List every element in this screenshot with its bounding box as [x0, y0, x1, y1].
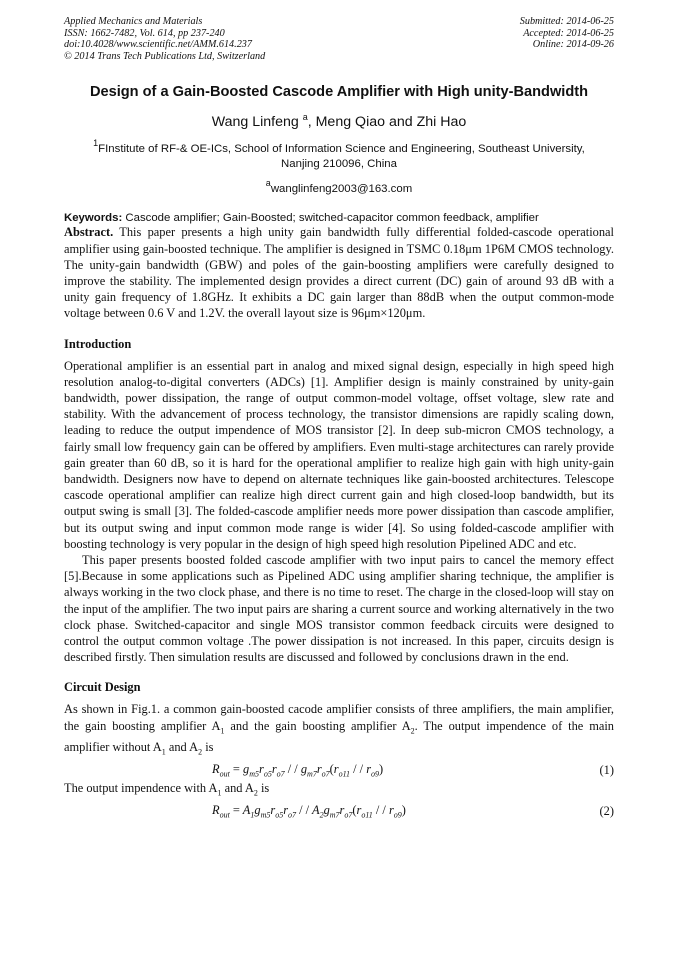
- other-authors: , Meng Qiao and Zhi Hao: [307, 114, 467, 131]
- author-email: [64, 178, 614, 195]
- subscript: 1: [217, 788, 222, 798]
- accepted-date: Accepted: 2014-06-25: [523, 27, 614, 39]
- keywords: [64, 212, 614, 224]
- author-list: [64, 112, 614, 130]
- introduction-paragraph-2: This paper presents boosted folded cascode amplifier with two input pairs to cancel the memory effect [5].Because in some applications such as Pipelined ADC using amplifier sharing technique, the amplifier is always working in the two clock phase, and there is no time to reset. The charge in the closed-loop will stay on the input of the amplifier. The two input pairs are sharing a current source and working alternatively in the two clock phase. Switched-capacitor and single MOS transistor common feedback circuits were designed to control the output common voltage .The power dissipation is not increased. In this paper, circuits design is described firstly. Then simulation results are discussed and followed by conclusions drawn in the end.: [64, 553, 614, 665]
- circuit-design-paragraph-1: [64, 701, 614, 761]
- subscript: 2: [253, 788, 258, 798]
- circuit-design-paragraph-2: [64, 780, 614, 802]
- affiliation-superscript: 1: [93, 138, 99, 149]
- introduction-heading: Introduction: [64, 336, 132, 351]
- text-run: As shown in Fig.1. a common gain-boosted cacode amplifier consists of three amplifiers, the main amplifier, the gain boosting amplifier A: [64, 702, 614, 733]
- text-run: and A: [221, 781, 254, 795]
- author-1: Wang Linfeng: [211, 114, 299, 131]
- equation-1: [64, 761, 614, 780]
- equation-2: [64, 802, 614, 821]
- affiliation-line-2: Nanjing 210096, China: [281, 158, 397, 171]
- header-left: [64, 16, 265, 62]
- paper-title: Design of a Gain-Boosted Cascode Amplifier with High unity-Bandwidth: [89, 84, 589, 101]
- equation-2-expression: $R_{out} = A_1g_{m5}r_{o5}r_{o7}$ / / $A_2g_{m7}r_{o7}(r_{o11}$ / / $r_{o9}$): [212, 802, 406, 820]
- text-run: is: [257, 781, 270, 795]
- equation-1-expression: $R_{out} = g_{m5}r_{o5}r_{o7}$ / / $g_{m7}r_{o7}(r_{o11}$ / / $r_{o9}$): [212, 762, 384, 779]
- journal-name: Applied Mechanics and Materials: [64, 16, 203, 27]
- subscript: 2: [410, 726, 415, 736]
- submitted-date: Submitted: 2014-06-25: [519, 16, 614, 27]
- text-run: and the gain boosting amplifier A: [224, 718, 411, 733]
- email-superscript: a: [265, 178, 271, 189]
- text-run: and A: [165, 740, 199, 755]
- subscript: 2: [198, 747, 203, 757]
- abstract: [64, 224, 614, 321]
- author-1-superscript: a: [302, 112, 308, 123]
- equation-2-number: (2): [599, 803, 614, 818]
- affiliation-line-1: FInstitute of RF-& OE-ICs, School of Information Science and Engineering, Southeast University,: [98, 143, 585, 156]
- affiliation: [64, 136, 614, 172]
- page-header: [64, 16, 614, 62]
- text-run: is: [202, 740, 214, 755]
- header-right: [520, 16, 614, 62]
- online-date: Online: 2014-09-26: [532, 39, 614, 51]
- keywords-text: Cascode amplifier; Gain-Boosted; switched-capacitor common feedback, amplifier: [122, 212, 539, 225]
- email-address[interactable]: wanglinfeng2003@163.com: [270, 183, 413, 196]
- copyright-line: © 2014 Trans Tech Publications Ltd, Switzerland: [64, 50, 266, 62]
- issn-line: ISSN: 1662-7482, Vol. 614, pp 237-240: [64, 27, 225, 39]
- abstract-label: Abstract.: [64, 225, 114, 240]
- equation-1-number: (1): [599, 763, 614, 777]
- subscript: 1: [161, 747, 166, 757]
- keywords-label: Keywords:: [64, 212, 123, 225]
- introduction-paragraph-1: Operational amplifier is an essential part in analog and mixed signal design, especially in high speed high resolution analog-to-digital converters (ADCs) [1]. Amplifier design is mainly constrained by unity-gain bandwidth, power dissipation, the range of output common-model voltage, offset voltage, slew rate and stability. With the advancement of process technology, the transistor dimensions are rapidly scaling down, leading to reduce the output impendence of MOS transistor [2]. In deep sub-micron CMOS technology, a fairly small low frequency gain can be offered by amplifiers. Even multi-stage architectures can rarely provide gain greater than 60 dB, so it is hard for the operational amplifier to realize high gain with high unity-gain bandwidth. Designers now have to depend on alternate techniques like gain-boosted architectures. Telescope cascode operational amplifier can realize high direct current gain and high closed-loop bandwidth, but its output swing is small [3]. The folded-cascode amplifier needs more power dissipation than cascode amplifier, but its output swing and input common mode range is wider [4]. So using folded-cascode amplifier with boosting technology is very popular in the design of high speed high resolution Pipelined ADC and etc.: [64, 358, 614, 551]
- doi-line: doi:10.4028/www.scientific.net/AMM.614.237: [64, 39, 252, 51]
- text-run: . The output impendence of the main amplifier without A: [64, 718, 614, 755]
- subscript: 1: [220, 726, 225, 736]
- text-run: The output impendence with A: [64, 781, 218, 795]
- abstract-text: This paper presents a high unity gain bandwidth fully differential folded-cascode operational amplifier using gain-boosted technique. The amplifier is designed in TSMC 0.18μm 1P6M CMOS technology. The unity-gain bandwidth (GBW) and poles of the gain-boosting amplifiers were carefully designed to improve the stability. The implemented design provides a direct current (DC) gain of around 93 dB with a unity gain frequency of 1.8GHz. It exhibits a DC gain larger than 88dB when the output common-mode voltage between 0.6 V and 1.2V. the overall layout size is 96μm×120μm.: [64, 225, 614, 321]
- circuit-design-heading: Circuit Design: [64, 680, 141, 695]
